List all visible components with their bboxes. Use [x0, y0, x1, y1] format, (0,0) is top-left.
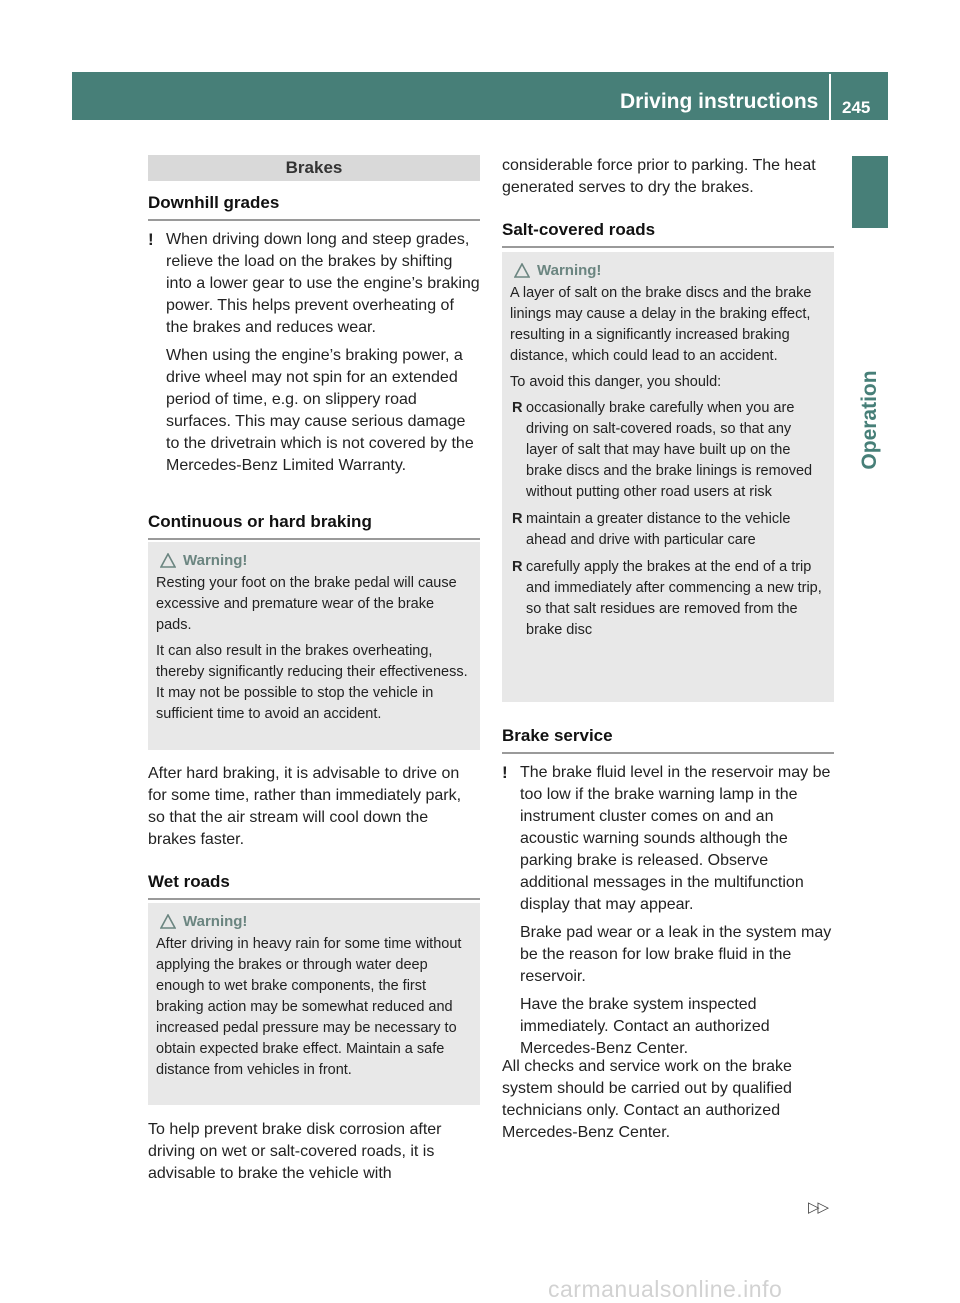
paragraph-wet-roads: To help prevent brake disk corrosion after driving on wet or salt-covered roads, it is advisable to brake the vehicle with [148, 1121, 442, 1182]
note-paragraph: When using the engine’s braking power, a drive wheel may not spin for an extended period of time, e.g. on slippery road surfaces. This may cause serious damage to the drivetrain which is not covered by the Mercedes-Benz Limited Warranty. [166, 347, 474, 474]
warning-triangle-icon [514, 263, 530, 278]
warning-box-hard-braking [148, 542, 480, 750]
paragraph-hard-braking: After hard braking, it is advisable to drive on for some time, rather than immediately park, so that the air stream will cool down the brakes faster. [148, 765, 462, 848]
note-paragraph: When driving down long and steep grades, relieve the load on the brakes by shifting into a lower gear to use the engine’s braking power. This helps prevent overheating of the brakes and reduces wear. [166, 231, 480, 336]
warning-title: Warning! [183, 913, 248, 930]
heading-hard-braking: Continuous or hard braking [148, 512, 480, 540]
note-brake-service [502, 762, 834, 1066]
bullet-icon: R [512, 511, 523, 527]
warning-header [514, 260, 826, 281]
paragraph-brake-service: All checks and service work on the brake system should be carried out by qualified technicians only. Contact an authorized Mercedes-Benz Center. [502, 1058, 792, 1141]
list-item [510, 509, 826, 551]
list-item [510, 557, 826, 641]
warning-text: A layer of salt on the brake discs and the brake linings may cause a delay in the braking effect, resulting in a significantly increased braking distance, which could lead to an accident. [510, 285, 812, 364]
list-item-text: occasionally brake carefully when you are driving on salt-covered roads, so that any layer of salt that may have built up on the brake discs and the brake linings is removed without putting other road users at risk [526, 400, 813, 500]
section-bar-brakes: Brakes [148, 155, 480, 181]
bullet-icon: R [512, 559, 523, 575]
caution-mark-icon: ! [502, 763, 508, 782]
warning-text: After driving in heavy rain for some time without applying the brakes or through water deep enough to wet brake components, the first braking action may be somewhat reduced and increased pedal pressure may be necessary to obtain expected brake effect. Maintain a safe distance from vehicles in front. [156, 936, 462, 1078]
warning-text: To avoid this danger, you should: [510, 374, 722, 390]
warning-header [160, 911, 472, 932]
warning-triangle-icon [160, 914, 176, 929]
warning-text: It can also result in the brakes overheating, thereby significantly reducing their effectiveness. It may not be possible to stop the vehicle in sufficient time to avoid an accident. [156, 643, 468, 722]
warning-title: Warning! [537, 262, 602, 279]
list-item-text: carefully apply the brakes at the end of a trip and immediately after commencing a new trip, so that salt residues are removed from the brake disc [526, 559, 822, 638]
warning-triangle-icon [160, 553, 176, 568]
heading-brake-service: Brake service [502, 726, 834, 754]
caution-mark-icon: ! [148, 230, 154, 249]
warning-bullet-list [510, 398, 826, 641]
warning-text: Resting your foot on the brake pedal will cause excessive and premature wear of the brake pads. [156, 575, 457, 633]
list-item-text: maintain a greater distance to the vehicle ahead and drive with particular care [526, 511, 791, 548]
watermark: carmanualsonline.info [548, 1276, 783, 1302]
warning-header [160, 550, 472, 571]
side-tab-block [852, 156, 888, 228]
paragraph-continued: considerable force prior to parking. The heat generated serves to dry the brakes. [502, 157, 816, 196]
note-paragraph: The brake fluid level in the reservoir may be too low if the brake warning lamp in the instrument cluster comes on and an acoustic warning sounds although the parking brake is released. Observe additional messages in the multifunction display that may appear. [520, 764, 831, 913]
bullet-icon: R [512, 400, 523, 416]
warning-box-salt-roads [502, 252, 834, 702]
side-tab-text: Operation [858, 370, 881, 470]
warning-box-wet-roads [148, 903, 480, 1105]
continue-marker-icon: ▷▷ [808, 1199, 828, 1216]
list-item [510, 398, 826, 503]
heading-wet-roads: Wet roads [148, 872, 480, 900]
note-paragraph: Brake pad wear or a leak in the system may be the reason for low brake fluid in the reservoir. [520, 924, 832, 985]
warning-title: Warning! [183, 552, 248, 569]
page-number: 245 [842, 98, 871, 117]
page-section-title: Driving instructions [620, 90, 819, 113]
heading-downhill-grades: Downhill grades [148, 193, 480, 221]
heading-salt-roads: Salt-covered roads [502, 220, 834, 248]
side-tab-label [848, 320, 892, 520]
note-downhill [148, 229, 480, 483]
header-divider [829, 74, 831, 120]
note-paragraph: Have the brake system inspected immediately. Contact an authorized Mercedes-Benz Center. [520, 996, 770, 1057]
